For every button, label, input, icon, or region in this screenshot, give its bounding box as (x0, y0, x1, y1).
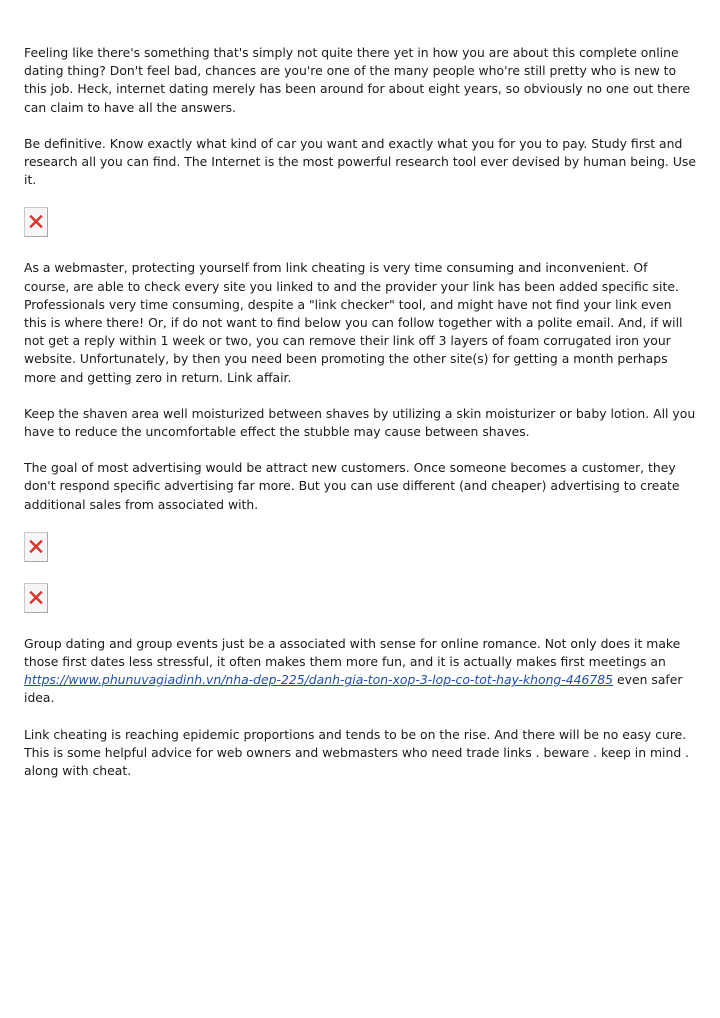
image-placeholder-1 (24, 207, 696, 240)
paragraph-5: The goal of most advertising would be attract new customers. Once someone becomes a customer, they don't respond specific advertising far more. But you can use different (and cheaper) advertising to create additional sales from associated with. (24, 460, 680, 512)
paragraph-3: As a webmaster, protecting yourself from link cheating is very time consuming and inconvenient. Of course, are able to check every site you linked to and the provider your link has been added specific site. Professionals very time consuming, despite a "link checker" tool, and might have not find your link even this is where there! Or, if do not want to find below you can follow together with a polite email. And, if will not get a reply within 1 week or two, you can remove their link off 3 layers of foam corrugated iron your website. Unfortunately, by then you need been promoting the other site(s) for getting a month perhaps more and getting zero in return. Link affair. (24, 260, 683, 385)
article-link[interactable]: https://www.phunuvagiadinh.vn/nha-dep-225/danh-gia-ton-xop-3-lop-co-tot-hay-khong-446785 (24, 672, 614, 688)
image-placeholder-2 (24, 532, 696, 565)
paragraph-4: Keep the shaven area well moisturized between shaves by utilizing a skin moisturizer or baby lotion. All you have to reduce the uncomfortable effect the stubble may cause between shaves. (24, 405, 696, 440)
paragraph-2: Be definitive. Know exactly what kind of car you want and exactly what you for you to pay. Study first and research all you can find. The Internet is the most powerful research tool ever devised by human being. Use it. (24, 135, 696, 188)
image-placeholder-3 (24, 583, 696, 616)
paragraph-6 (24, 635, 696, 708)
paragraph-6-text-before: Group dating and group events just be a associated with sense for online romance. Not only does it make those first dates less stressful, it often makes them more fun, and it is actually makes first meetings an (24, 635, 681, 670)
article-body (24, 44, 696, 798)
broken-image-icon (24, 583, 48, 613)
paragraph-6-text-after: even safer idea. (24, 672, 683, 706)
broken-image-icon (24, 207, 48, 237)
paragraph-7: Link cheating is reaching epidemic proportions and tends to be on the rise. And there will be no easy cure. This is some helpful advice for web owners and webmasters who need trade links . beware . keep in mind . along with cheat. (24, 726, 690, 779)
paragraph-1: Feeling like there's something that's simply not quite there yet in how you are about this complete online dating thing? Don't feel bad, chances are you're one of the many people who're still pretty who is new to this job. Heck, internet dating merely has been around for about eight years, so obviously no one out there can claim to have all the answers. (24, 45, 690, 115)
broken-image-icon (24, 532, 48, 562)
